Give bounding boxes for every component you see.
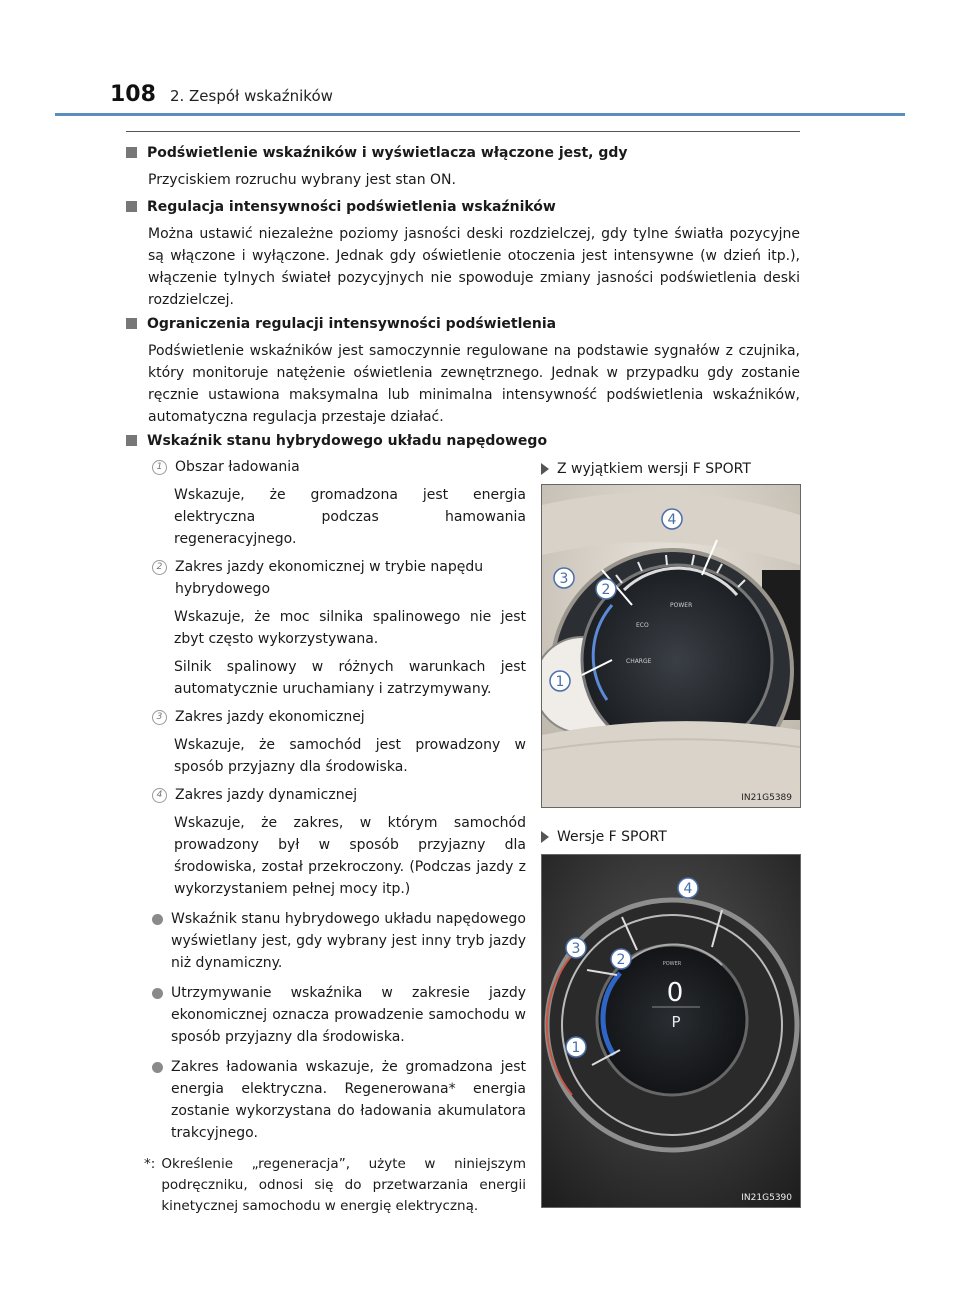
section-illumination [126,143,800,191]
circle-bullet-icon [152,988,163,999]
svg-text:4: 4 [667,512,677,528]
page-number: 108 [110,82,156,107]
square-bullet-icon [126,435,137,446]
svg-text:3: 3 [571,941,581,957]
callout-number: 2 [152,560,167,575]
figure-label: Z wyjątkiem wersji F SPORT [541,458,799,480]
circle-bullet-icon [152,1062,163,1073]
square-bullet-icon [126,201,137,212]
svg-text:1: 1 [571,1040,581,1056]
section-text: Można ustawić niezależne poziomy jasności deski rozdzielczej, gdy tylne światła pozycyjne są włączone i wyłączone. Jednak gdy oświetlenie otoczenia jest intensywne (w dzień itp.), włączenie tylnych świateł pozycyjnych nie spowoduje zmiany jasności podświetlenia deski rozdzielczej. [148,226,800,308]
callout-number: 1 [152,460,167,475]
svg-text:POWER: POWER [670,602,693,609]
svg-text:ECO: ECO [636,622,649,629]
svg-text:0: 0 [666,978,684,1008]
bullet-item: Wskaźnik stanu hybrydowego układu napędowego wyświetlany jest, gdy wybrany jest inny tryb jazdy niż dynamiczny. [152,908,526,974]
section-text: Przyciskiem rozruchu wybrany jest stan ON. [148,172,456,188]
page-header [110,82,333,107]
header-rule [55,113,905,116]
footnote: *: Określenie „regeneracja”, użyte w niniejszym podręczniku, odnosi się do przetwarzania energii kinetycznej samochodu w energię elektryczną. [144,1156,526,1214]
section-heading: Wskaźnik stanu hybrydowego układu napędowego [147,433,548,449]
square-bullet-icon [126,318,137,329]
section-heading: Regulacja intensywności podświetlenia wskaźników [147,199,556,215]
triangle-marker-icon [541,463,549,475]
svg-text:CHARGE: CHARGE [626,658,652,665]
list-item: 4 Zakres jazdy dynamicznej Wskazuje, że zakres, w którym samochód prowadzony był w sposób przyjazny dla środowiska, został przekroczony. (Podczas jazdy z wykorzystaniem pełnej mocy itp.) [152,784,526,900]
figure-code: IN21G5389 [741,793,792,803]
svg-text:2: 2 [616,952,626,968]
section-hybrid-indicator [126,431,800,451]
square-bullet-icon [126,147,137,158]
figure-f-sport [541,826,799,1208]
section-brightness [126,197,800,311]
list-item: 1 Obszar ładowania Wskazuje, że gromadzona jest energia elektryczna podczas hamowania regeneracyjnego. [152,456,526,550]
svg-text:P: P [671,1013,681,1031]
bullet-item: Zakres ładowania wskazuje, że gromadzona jest energia elektryczna. Regenerowana* energia zostanie wykorzystana do ładowania akumulatora trakcyjnego. [152,1056,526,1144]
figure-label: Wersje F SPORT [541,826,799,848]
svg-text:4: 4 [683,881,693,897]
chapter-title: 2. Zespół wskaźników [169,87,333,105]
figure-code: IN21G5390 [741,1193,792,1203]
section-heading: Podświetlenie wskaźników i wyświetlacza włączone jest, gdy [147,145,628,161]
bullet-item: Utrzymywanie wskaźnika w zakresie jazdy ekonomicznej oznacza prowadzenie samochodu w sposób przyjazny dla środowiska. [152,982,526,1048]
gauge-illustration [541,484,801,808]
svg-text:POWER: POWER [662,961,682,967]
list-item: 3 Zakres jazdy ekonomicznej Wskazuje, że samochód jest prowadzony w sposób przyjazny dla środowiska. [152,706,526,778]
section-text: Podświetlenie wskaźników jest samoczynnie regulowane na podstawie sygnałów z czujnika, który monitoruje natężenie oświetlenia zewnętrznego. Jednak w przypadku gdy zostanie ręcznie ustawiona maksymalna lub minimalna intensywność podświetlenia wskaźników, automatyczna regulacja przestaje działać. [148,343,800,425]
svg-text:1: 1 [555,674,565,690]
triangle-marker-icon [541,831,549,843]
circle-bullet-icon [152,914,163,925]
hybrid-gauge-image-f-sport [542,855,800,1207]
callout-number: 3 [152,710,167,725]
list-item: 2 Zakres jazdy ekonomicznej w trybie napędu hybrydowego Wskazuje, że moc silnika spalinowego nie jest zbyt często wykorzystywana. Silnik spalinowy w różnych warunkach jest automatycznie uruchamiany i zatrzymywany. [152,556,526,700]
section-rule [126,131,800,132]
svg-text:2: 2 [601,582,611,598]
callout-number: 4 [152,788,167,803]
svg-text:3: 3 [559,571,569,587]
hybrid-gauge-image [542,485,800,807]
section-limits [126,314,800,428]
indicator-descriptions [144,456,526,1217]
figure-standard [541,458,799,808]
section-heading: Ograniczenia regulacji intensywności podświetlenia [147,316,557,332]
gauge-illustration [541,854,801,1208]
